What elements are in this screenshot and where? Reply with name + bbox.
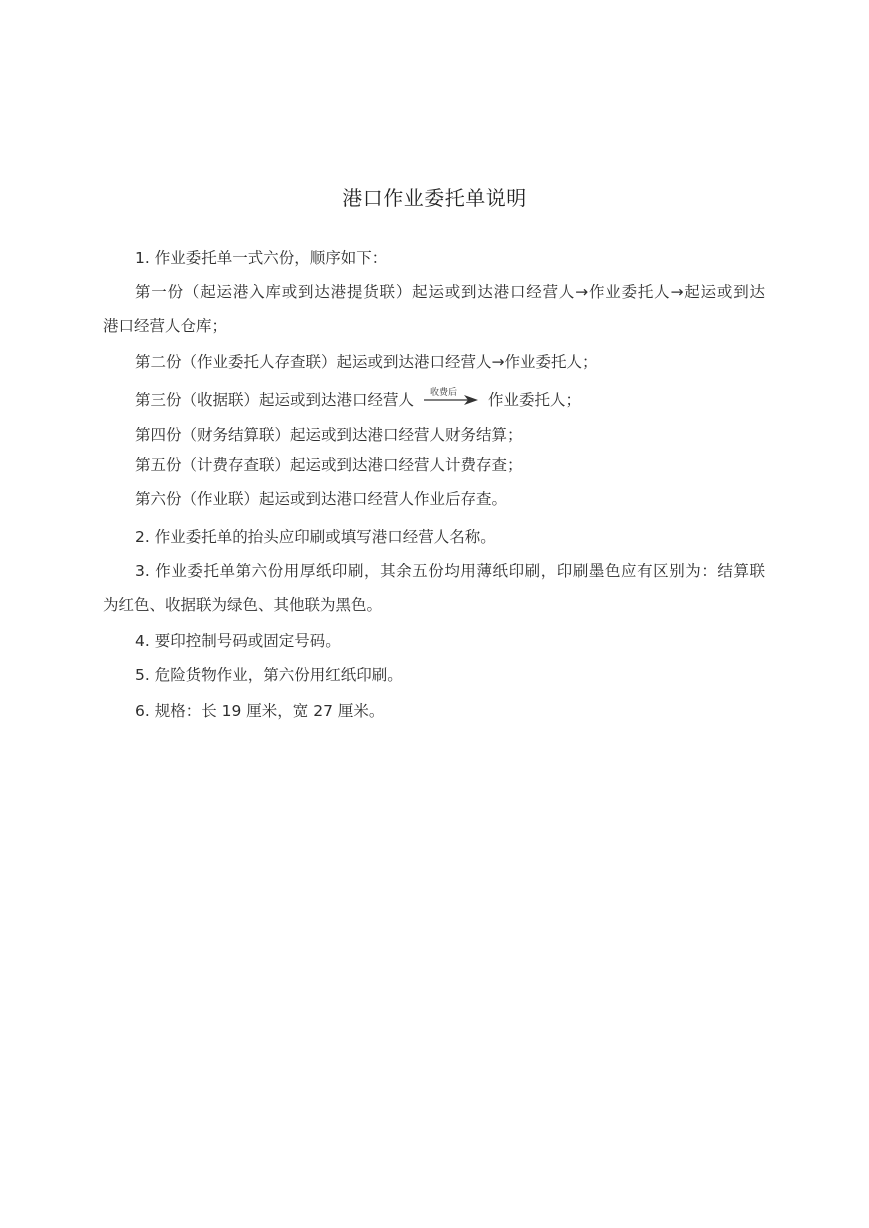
item-3-line-1: 3. 作业委托单第六份用厚纸印刷，其余五份均用薄纸印刷，印刷墨色应有区别为：结算联 [135,562,765,580]
item-1: 1. 作业委托单一式六份，顺序如下： [135,249,388,267]
item-3-line-2: 为红色、收据联为绿色、其他联为黑色。 [103,596,383,614]
right-arrow-icon [424,394,480,406]
copy-5: 第五份（计费存查联）起运或到达港口经营人计费存查； [135,456,523,474]
copy-4: 第四份（财务结算联）起运或到达港口经营人财务结算； [135,426,523,444]
copy-2: 第二份（作业委托人存查联）起运或到达港口经营人→作业委托人； [135,353,598,371]
item-4: 4. 要印控制号码或固定号码。 [135,632,341,650]
copy-3 [135,390,581,410]
item-6: 6. 规格：长 19 厘米，宽 27 厘米。 [135,702,385,720]
charge-arrow [424,390,480,410]
copy-3-after: 作业委托人； [488,391,582,409]
copy-1-line-2: 港口经营人仓库； [103,317,228,335]
page-title: 港口作业委托单说明 [342,186,527,210]
item-5: 5. 危险货物作业，第六份用红纸印刷。 [135,666,403,684]
copy-6: 第六份（作业联）起运或到达港口经营人作业后存查。 [135,490,508,508]
item-2: 2. 作业委托单的抬头应印刷或填写港口经营人名称。 [135,528,496,546]
copy-3-before: 第三份（收据联）起运或到达港口经营人 [135,391,415,409]
copy-1-line-1: 第一份（起运港入库或到达港提货联）起运或到达港口经营人→作业委托人→起运或到达 [135,283,765,301]
arrow-label: 收费后 [430,388,458,398]
